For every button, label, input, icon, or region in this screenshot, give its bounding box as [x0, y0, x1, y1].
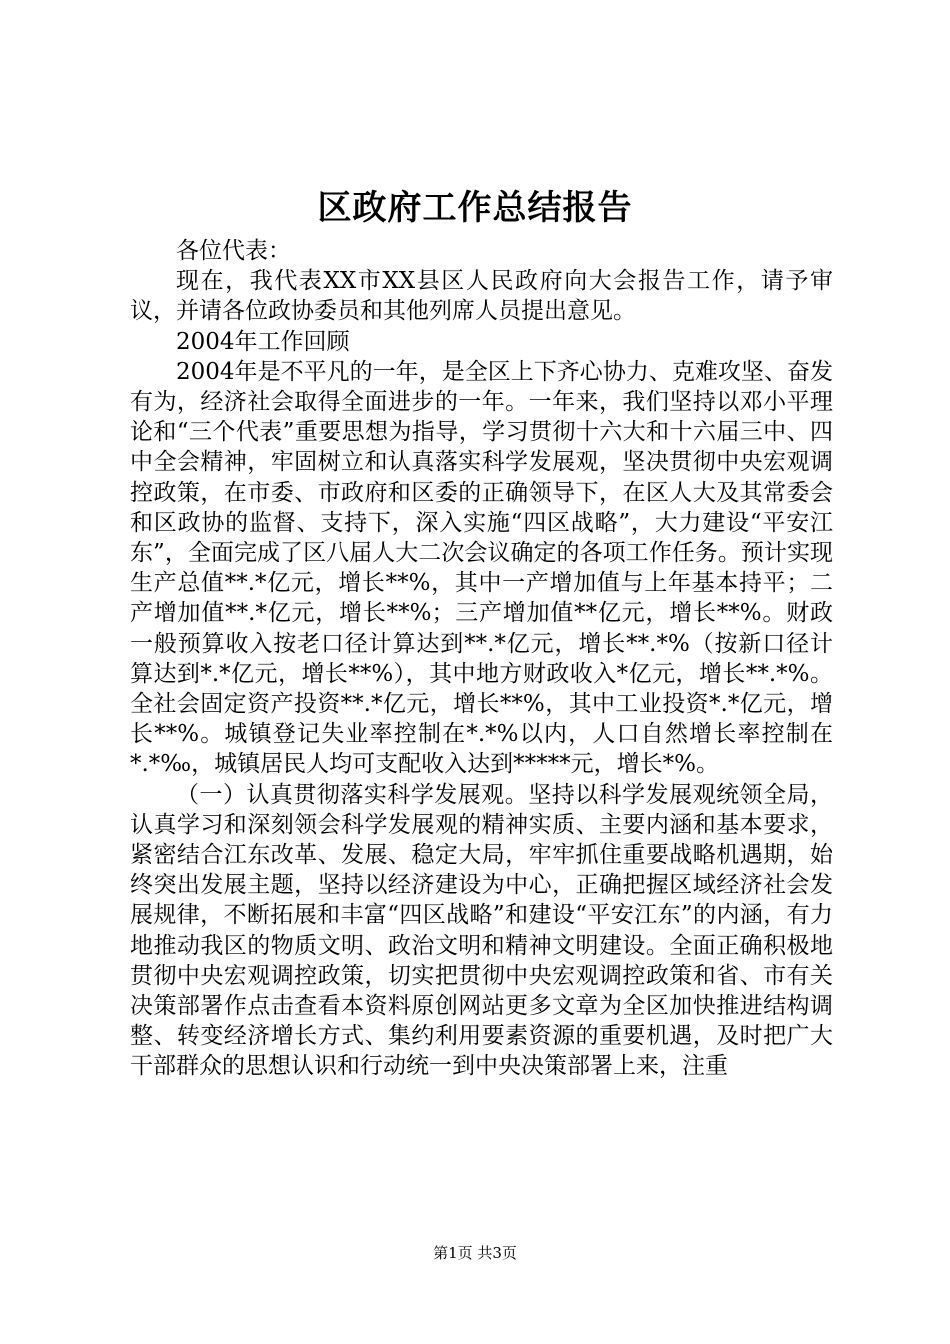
salutation: 各位代表： [176, 238, 291, 264]
paragraph-section-one: （一）认真贯彻落实科学发展观。坚持以科学发展观统领全局，认真学习和深刻领会科学发展观的精神实质、主要内涵和基本要求，紧密结合江东改革、发展、稳定大局，牢牢抓住重要战略机遇期，始终突出发展主题，坚持以经济建设为中心，正确把握区域经济社会发展规律，不断拓展和丰富“四区战略”和建设“平安江东”的内涵，有力地推动我区的物质文明、政治文明和精神文明建设。全面正确积极地贯彻中央宏观调控政策，切实把贯彻中央宏观调控政策和省、市有关决策部署作点击查看本资料原创网站更多文章为全区加快推进结构调整、转变经济增长方式、集约利用要素资源的重要机遇，及时把广大干部群众的思想认识和行动统一到中央决策部署上来，注重 [130, 781, 833, 1080]
document-body [130, 236, 833, 1082]
page-number: 第1页 共3页 [433, 1244, 517, 1262]
document-title: 区政府工作总结报告 [317, 188, 633, 228]
section-heading: 2004年工作回顾 [176, 328, 350, 355]
paragraph-review: 2004年是不平凡的一年，是全区上下齐心协力、克难攻坚、奋发有为，经济社会取得全面进步的一年。一年来，我们坚持以邓小平理论和“三个代表”重要思想为指导，学习贯彻十六大和十六届三中、四中全会精神，牢固树立和认真落实科学发展观，坚决贯彻中央宏观调控政策，在市委、市政府和区委的正确领导下，在区人大及其常委会和区政协的监督、支持下，深入实施“四区战略”，大力建设“平安江东”，全面完成了区八届人大二次会议确定的各项工作任务。预计实现生产总值**.*亿元，增长**%，其中一产增加值与上年基本持平；二产增加值**.*亿元，增长**%；三产增加值**亿元，增长**%。财政一般预算收入按老口径计算达到**.*亿元，增长**.*%（按新口径计算达到*.*亿元，增长**%），其中地方财政收入*亿元，增长**.*%。全社会固定资产投资**.*亿元，增长**%，其中工业投资*.*亿元，增长**%。城镇登记失业率控制在*.*%以内，人口自然增长率控制在*.*‰，城镇居民人均可支配收入达到*****元，增长*%。 [130, 358, 833, 778]
paragraph-intro: 现在，我代表XX市XX县区人民政府向大会报告工作，请予审议，并请各位政协委员和其他列席人员提出意见。 [130, 268, 833, 325]
